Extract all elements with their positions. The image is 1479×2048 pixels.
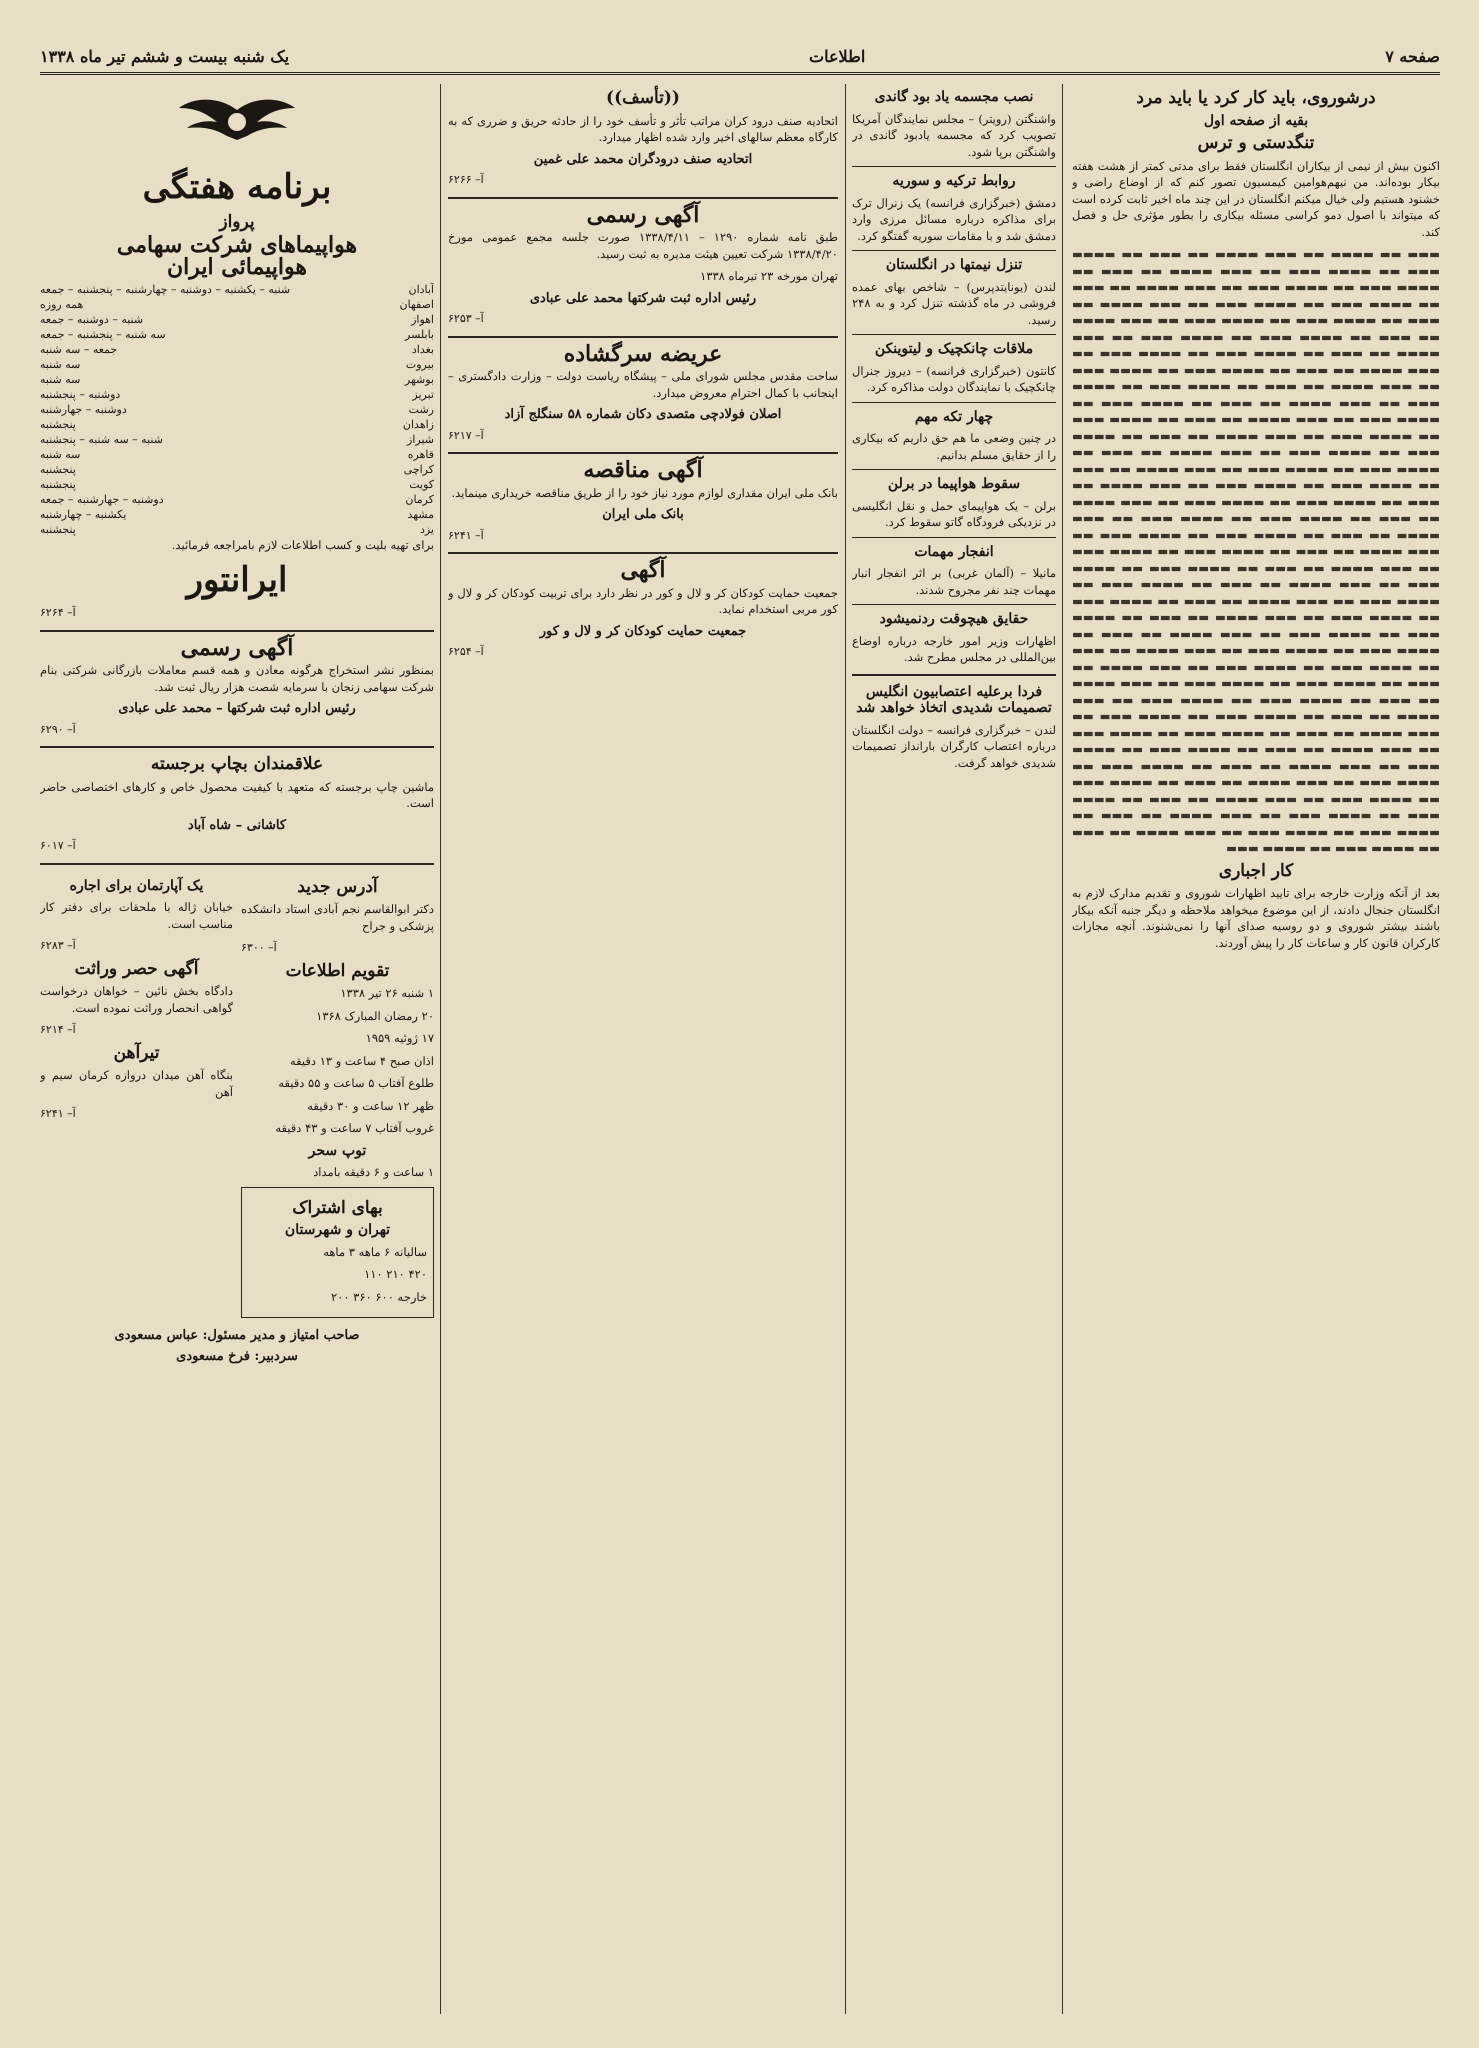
news-body: لندن (یونایتدپرس) – شاخص بهای عمده فروشی در ماه گذشته تنزل کرد و به ۲۴۸ رسید.	[852, 279, 1056, 327]
notice-date: تهران مورخه ۲۳ تیرماه ۱۳۳۸	[700, 269, 838, 283]
subscription-row: سالیانه ۶ ماهه ۳ ماهه	[323, 1244, 427, 1259]
divider	[448, 336, 838, 338]
article-subtitle: بقیه از صفحه اول	[1203, 112, 1309, 129]
schedule-row	[40, 312, 434, 327]
ad-reference: آ– ۶۲۵۴	[448, 645, 484, 658]
article-column-2	[852, 84, 1056, 2014]
schedule-row	[40, 372, 434, 387]
schedule-city: تبریز	[412, 387, 434, 401]
subscription-region: تهران و شهرستان	[284, 1222, 391, 1238]
calendar-line: ۲۰ رمضان المبارک ۱۳۶۸	[316, 1008, 434, 1023]
schedule-row	[40, 492, 434, 507]
schedule-city: بوشهر	[404, 372, 434, 386]
notice-body: اتحادیه صنف درود کران مراتب تأثر و تأسف خود را از حادثه حریق و ضرری که به کارگاه معظم سالهای اخیر وارد شده اظهار میدارد.	[448, 113, 838, 144]
schedule-city: بیروت	[405, 357, 434, 371]
schedule-city: مشهد	[407, 507, 434, 521]
notice-heading: عریضه سرگشاده	[563, 340, 723, 367]
schedule-row	[40, 297, 434, 312]
ad-block	[241, 873, 434, 1325]
schedule-days: پنجشنبه	[40, 477, 76, 491]
schedule-note: برای تهیه بلیت و کسب اطلاعات لازم بامراجعه فرمائید.	[171, 537, 434, 552]
news-body: در چنین وضعی ما هم حق داریم که بیکاری را از حقایق مسلم بدانیم.	[852, 431, 1056, 462]
divider	[852, 250, 1056, 251]
ad-address: کاشانی – شاه آباد	[187, 817, 287, 833]
schedule-city: کرمان	[405, 492, 434, 506]
column-rule	[845, 84, 846, 2014]
schedule-days: سه شنبه	[40, 357, 81, 371]
schedule-row	[40, 282, 434, 297]
ad-reference: آ– ۶۲۶۴	[40, 606, 76, 619]
schedule-city: کویت	[409, 477, 434, 491]
schedule-row	[40, 417, 434, 432]
schedule-days: سه شنبه – پنجشنبه – جمعه	[40, 327, 166, 341]
notice-signature: اتحادیه صنف درودگران محمد علی غمین	[533, 151, 753, 167]
news-body: واشنگتن (رویتر) – مجلس نمایندگان آمریکا تصویب کرد که مجسمه یادبود گاندی در واشنگتن برپا شود.	[852, 111, 1056, 159]
schedule-title: برنامه هفتگی	[142, 167, 332, 207]
paper-name: اطلاعات	[809, 46, 866, 66]
ad-reference: آ– ۶۲۴۱	[448, 528, 484, 542]
schedule-days: پنجشنبه	[40, 522, 76, 536]
schedule-row	[40, 477, 434, 492]
divider	[852, 469, 1056, 470]
divider	[852, 674, 1056, 676]
article-body: بعد از آنکه وزارت خارجه برای تایید اظهارات شوروی و تقدیم مدارک لازم به انگلستان جنجال دادند، از این موضوع میخواهد ملاحظه و دیگر جنبه آنکه بیکار باشند بیشتر شوروی و دو روسیه صدای آنها را نمی‌شنوند. آنچه مجازات کارکران قانون کار و ساعات کار را پیش آوردند.	[1072, 886, 1440, 950]
ad-heading: آدرس جدید	[297, 876, 378, 897]
schedule-row	[40, 387, 434, 402]
notice-heading: آگهی	[620, 557, 666, 583]
column-rule	[1062, 84, 1063, 2014]
airline-name: هواپیمائی ایران	[166, 254, 308, 280]
schedule-row	[40, 357, 434, 372]
schedule-row	[40, 327, 434, 342]
divider	[448, 452, 838, 454]
notice-signature: رئیس اداره ثبت شرکتها محمد علی عبادی	[529, 290, 757, 306]
schedule-days: شنبه – یکشنبه – دوشنبه – چهارشنبه – پنجشنبه – جمعه	[40, 282, 291, 296]
ad-block	[40, 873, 233, 1325]
page-header	[40, 40, 1440, 75]
calendar-heading: تقویم اطلاعات	[285, 960, 390, 981]
calendar-line: اذان صبح ۴ ساعت و ۱۳ دقیقه	[289, 1053, 434, 1068]
schedule-row	[40, 462, 434, 477]
subscription-row: خارجه ۶۰۰ ۳۶۰ ۲۰۰	[330, 1289, 427, 1304]
notice-signature: بانک ملی ایران	[602, 507, 684, 522]
ad-heading: علاقمندان بچاپ برجسته	[150, 754, 324, 774]
flight-schedule	[40, 282, 434, 537]
article-column-1	[1072, 84, 1440, 2014]
notice-body: بانک ملی ایران مقداری لوازم مورد نیاز خود را از طریق مناقصه خریداری مینماید.	[451, 485, 838, 500]
subscription-heading: بهای اشتراک	[292, 1197, 383, 1218]
news-body: اظهارات وزیر امور خارجه درباره اوضاع بین‌المللی در مجلس مطرح شد.	[852, 633, 1056, 664]
schedule-days: شنبه – دوشنبه – جمعه	[40, 312, 144, 326]
calendar-list	[241, 985, 434, 1137]
news-heading: تنزل نیمتها در انگلستان	[885, 257, 1023, 273]
notice-heading: آگهی رسمی	[586, 201, 700, 228]
calendar-line: ظهر ۱۲ ساعت و ۳۰ دقیقه	[307, 1098, 434, 1113]
schedule-row	[40, 507, 434, 522]
calendar-line: غروب آفتاب ۷ ساعت و ۴۳ دقیقه	[275, 1121, 434, 1135]
divider	[448, 197, 838, 199]
schedule-days: جمعه – سه شنبه	[40, 342, 118, 356]
ad-reference: آ– ۶۲۵۳	[448, 312, 484, 325]
ad-heading: توپ سحر	[308, 1142, 367, 1159]
notice-signature: جمعیت حمایت کودکان کر و لال و کور	[539, 623, 747, 639]
ad-reference: آ– ۶۲۱۷	[448, 428, 484, 442]
divider	[852, 166, 1056, 167]
schedule-city: یزد	[419, 522, 434, 536]
editor-line: سردبیر: فرخ مسعودی	[176, 1348, 298, 1364]
notice-signature: رئیس اداره ثبت شرکتها – محمد علی عبادی	[118, 701, 356, 716]
schedule-city: قاهره	[407, 447, 434, 461]
publisher-line: صاحب امتیاز و مدیر مسئول: عباس مسعودی	[114, 1328, 360, 1343]
news-heading: حقایق هیچوقت ردنمیشود	[879, 611, 1029, 627]
schedule-days: شنبه – سه شنبه – پنجشنبه	[40, 432, 163, 446]
airline-name: هواپیماهای شرکت سهامی	[116, 231, 358, 258]
article-body: اکنون بیش از نیمی از بیکاران انگلستان فقط برای مدتی کمتر از هشت هفته بیکار بوده‌اند. من نیهم‌هوامین کیمسیون تصور کنم که از اوضاع راضی و خشنود هستیم ولی خیال میکنم انگلستان در این چند ماه اخیر ثابت کرده است که میتواند با اصول دمو کراسی مسئله بیکاری را بطور مؤثری حل و فصل کند.	[1072, 158, 1440, 239]
ad-reference: آ– ۶۲۹۰	[40, 722, 76, 736]
notice-signature: اصلان فولادچی متصدی دکان شماره ۵۸ سنگلج آزاد	[504, 407, 782, 422]
schedule-city: اصفهان	[399, 297, 434, 311]
divider	[40, 863, 434, 865]
schedule-days: دوشنبه – جهارشنبه – جمعه	[40, 492, 164, 506]
ad-reference: آ– ۶۲۶۶	[448, 173, 484, 186]
ad-reference: آ– ۶۲۴۱	[40, 1107, 76, 1120]
page-number: صفحه ۷	[1385, 46, 1440, 66]
news-heading: فردا برعلیه اعتصابیون انگلیس تصمیمات شدیدی اتخاذ خواهد شد	[856, 683, 1052, 716]
notice-body: جمعیت حمایت کودکان کر و لال و کور در نظر دارد برای تربیت کودکان کر و لال و کور مربی استخدام نماید.	[448, 585, 838, 616]
notice-heading: آگهی رسمی	[180, 634, 294, 661]
schedule-city: اهواز	[411, 312, 434, 326]
ad-heading: آگهی حصر وراثت	[74, 958, 199, 979]
schedule-city: زاهدان	[402, 417, 434, 431]
column-rule	[440, 84, 441, 2014]
ad-body: بنگاه آهن میدان دروازه کرمان سیم و آهن	[40, 1068, 233, 1099]
news-heading: چهار تکه مهم	[914, 408, 994, 425]
news-heading: نصب مجسمه یاد بود گاندی	[874, 89, 1034, 105]
article-text-block: ▬▬▬ ▬▬ ▬▬▬▬ ▬▬ ▬▬▬ ▬▬▬▬ ▬▬ ▬▬▬ ▬▬ ▬▬▬▬ ▬▬▬ ▬▬ ▬▬▬▬ ▬▬▬ ▬▬ ▬▬▬ ▬▬▬▬ ▬▬ ▬▬▬ ▬▬ ▬▬▬▬ ▬▬▬ ▬▬ ▬▬▬▬ ▬▬▬ ▬▬ ▬▬▬ ▬▬▬▬ ▬▬ ▬▬▬ ▬▬ ▬▬▬▬ ▬▬▬ ▬▬ ▬▬▬▬ ▬▬▬ ▬▬ ▬▬▬ ▬▬▬▬ ▬▬ ▬▬▬ ▬▬ ▬▬▬▬ ▬▬▬ ▬▬ ▬▬▬▬ ▬▬▬ ▬▬ ▬▬▬ ▬▬▬▬ ▬▬ ▬▬▬ ▬▬ ▬▬▬▬ ▬▬▬ ▬▬ ▬▬▬▬ ▬▬▬ ▬▬ ▬▬▬ ▬▬▬▬ ▬▬ ▬▬▬ ▬▬ ▬▬▬▬ ▬▬▬ ▬▬ ▬▬▬▬ ▬▬▬ ▬▬ ▬▬▬ ▬▬▬▬ ▬▬ ▬▬▬ ▬▬ ▬▬▬▬ ▬▬▬ ▬▬ ▬▬▬▬ ▬▬▬ ▬▬ ▬▬▬ ▬▬▬▬ ▬▬ ▬▬▬ ▬▬ ▬▬▬▬ ▬▬▬ ▬▬ ▬▬▬▬ ▬▬▬ ▬▬ ▬▬▬ ▬▬▬▬ ▬▬ ▬▬▬ ▬▬ ▬▬▬▬ ▬▬▬ ▬▬ ▬▬▬▬ ▬▬▬ ▬▬ ▬▬▬ ▬▬▬▬ ▬▬ ▬▬▬ ▬▬ ▬▬▬▬ ▬▬▬ ▬▬ ▬▬▬▬ ▬▬▬ ▬▬ ▬▬▬ ▬▬▬▬ ▬▬ ▬▬▬ ▬▬ ▬▬▬▬ ▬▬▬ ▬▬ ▬▬▬▬ ▬▬▬ ▬▬ ▬▬▬ ▬▬▬▬ ▬▬ ▬▬▬ ▬▬ ▬▬▬▬ ▬▬▬ ▬▬ ▬▬▬▬ ▬▬▬ ▬▬ ▬▬▬ ▬▬▬▬ ▬▬ ▬▬▬ ▬▬ ▬▬▬▬ ▬▬▬ ▬▬ ▬▬▬▬ ▬▬▬ ▬▬ ▬▬▬ ▬▬▬▬ ▬▬ ▬▬▬ ▬▬ ▬▬▬▬ ▬▬▬ ▬▬ ▬▬▬▬ ▬▬▬ ▬▬ ▬▬▬ ▬▬▬▬ ▬▬ ▬▬▬ ▬▬ ▬▬▬▬ ▬▬▬ ▬▬ ▬▬▬▬ ▬▬▬ ▬▬ ▬▬▬ ▬▬▬▬ ▬▬ ▬▬▬ ▬▬ ▬▬▬▬ ▬▬▬ ▬▬ ▬▬▬▬ ▬▬▬ ▬▬ ▬▬▬ ▬▬▬▬ ▬▬ ▬▬▬ ▬▬ ▬▬▬▬ ▬▬▬ ▬▬ ▬▬▬▬ ▬▬▬ ▬▬ ▬▬▬ ▬▬▬▬ ▬▬ ▬▬▬ ▬▬ ▬▬▬▬ ▬▬▬ ▬▬ ▬▬▬▬ ▬▬▬ ▬▬ ▬▬▬ ▬▬▬▬ ▬▬ ▬▬▬ ▬▬ ▬▬▬▬ ▬▬▬ ▬▬ ▬▬▬▬ ▬▬▬ ▬▬ ▬▬▬ ▬▬▬▬ ▬▬ ▬▬▬ ▬▬ ▬▬▬▬ ▬▬▬ ▬▬ ▬▬▬▬ ▬▬▬ ▬▬ ▬▬▬ ▬▬▬▬ ▬▬ ▬▬▬ ▬▬ ▬▬▬▬ ▬▬▬ ▬▬ ▬▬▬▬ ▬▬▬ ▬▬ ▬▬▬ ▬▬▬▬ ▬▬ ▬▬▬ ▬▬ ▬▬▬▬ ▬▬▬ ▬▬ ▬▬▬▬ ▬▬▬ ▬▬ ▬▬▬ ▬▬▬▬ ▬▬ ▬▬▬ ▬▬ ▬▬▬▬ ▬▬▬ ▬▬ ▬▬▬▬ ▬▬▬ ▬▬ ▬▬▬ ▬▬▬▬ ▬▬ ▬▬▬ ▬▬ ▬▬▬▬ ▬▬▬ ▬▬ ▬▬▬▬ ▬▬▬ ▬▬ ▬▬▬ ▬▬▬▬ ▬▬ ▬▬▬ ▬▬ ▬▬▬▬ ▬▬▬ ▬▬ ▬▬▬▬ ▬▬▬ ▬▬ ▬▬▬ ▬▬▬▬ ▬▬ ▬▬▬ ▬▬ ▬▬▬▬ ▬▬▬ ▬▬ ▬▬▬▬ ▬▬▬ ▬▬ ▬▬▬ ▬▬▬▬ ▬▬ ▬▬▬ ▬▬ ▬▬▬▬ ▬▬▬ ▬▬ ▬▬▬▬ ▬▬▬ ▬▬ ▬▬▬ ▬▬▬▬ ▬▬ ▬▬▬ ▬▬ ▬▬▬▬ ▬▬▬ ▬▬ ▬▬▬▬ ▬▬▬ ▬▬ ▬▬▬ ▬▬▬▬ ▬▬ ▬▬▬ ▬▬ ▬▬▬▬ ▬▬▬ ▬▬ ▬▬▬▬ ▬▬▬ ▬▬ ▬▬▬ ▬▬▬▬ ▬▬ ▬▬▬ ▬▬ ▬▬▬▬ ▬▬▬ ▬▬ ▬▬▬▬ ▬▬▬ ▬▬ ▬▬▬ ▬▬▬▬ ▬▬ ▬▬▬ ▬▬ ▬▬▬▬ ▬▬▬ ▬▬ ▬▬▬▬ ▬▬▬ ▬▬ ▬▬▬ ▬▬▬▬ ▬▬ ▬▬▬ ▬▬ ▬▬▬▬ ▬▬▬ ▬▬ ▬▬▬▬ ▬▬▬ ▬▬ ▬▬▬ ▬▬▬▬ ▬▬ ▬▬▬ ▬▬ ▬▬▬▬ ▬▬▬ ▬▬ ▬▬▬▬ ▬▬▬	[1072, 247, 1440, 855]
schedule-days: پنجشنبه	[40, 462, 76, 476]
schedule-city: آبادان	[408, 282, 434, 296]
schedule-city: کراچی	[403, 462, 434, 476]
article-title: درشوروی، باید کار کرد یا باید مرد	[1136, 88, 1376, 108]
airline-wings-logo-icon	[177, 90, 297, 160]
schedule-days: سه شنبه	[40, 372, 81, 386]
agency-brand: ایرانتور	[186, 560, 288, 600]
ad-body: ماشین چاپ برجسته که متعهد با کیفیت محصول خاص و کارهای اختصاصی حاضر است.	[40, 779, 434, 810]
divider	[852, 604, 1056, 605]
section-heading: کار اجباری	[1218, 860, 1294, 881]
news-heading: انفجار مهمات	[914, 543, 994, 560]
schedule-row	[40, 447, 434, 462]
notice-body: طبق نامه شماره ۱۲۹۰ – ۱۳۳۸/۴/۱۱ صورت جلسه مجمع عمومی مورخ ۱۳۳۸/۴/۲۰ شرکت تعیین هیئت مدیره به ثبت رسید.	[448, 230, 838, 261]
calendar-line: ۱ شنبه ۲۶ تیر ۱۳۳۸	[340, 986, 434, 1000]
ads-column-4	[40, 84, 434, 2014]
notice-body: ساحت مقدس مجلس شورای ملی – پیشگاه ریاست دولت – وزارت دادگستری – اینجانب با کمال احترام معروض میدارد.	[448, 369, 838, 400]
ad-body: دادگاه بخش نائین – خواهان درخواست گواهی انحصار وراثت نموده است.	[40, 984, 233, 1015]
ad-body: ۱ ساعت و ۶ دقیقه بامداد	[313, 1165, 434, 1179]
schedule-city: رشت	[408, 402, 434, 416]
ad-body: دکتر ابوالقاسم نجم آبادی استاد دانشکده پزشکی و جراح	[241, 902, 434, 933]
schedule-days: یکشنبه – چهارشنبه	[40, 507, 127, 521]
ad-reference: آ– ۶۲۸۳	[40, 939, 76, 952]
schedule-days: دوشنبه – جهارشنبه	[40, 402, 127, 416]
schedule-days: همه روزه	[40, 297, 84, 311]
schedule-subtitle: پرواز	[219, 212, 255, 232]
ad-reference: آ– ۶۲۱۴	[40, 1023, 76, 1036]
news-body: برلن – یک هواپیمای حمل و نقل انگلیسی در نزدیکی فرودگاه گاتو سقوط کرد.	[852, 498, 1056, 529]
news-body: لندن – خبرگزاری فرانسه – دولت انگلستان درباره اعتصاب کارگران بارانداز تصمیمات شدیدی خواهد گرفت.	[852, 722, 1056, 770]
ad-heading: یک آپارتمان برای اجاره	[69, 877, 204, 894]
calendar-line: ۱۷ ژوئیه ۱۹۵۹	[365, 1031, 434, 1045]
issue-date: یک شنبه بیست و ششم تیر ماه ۱۳۳۸	[40, 46, 290, 66]
schedule-row	[40, 522, 434, 537]
small-ads-row	[40, 873, 434, 1325]
subscription-box	[241, 1187, 434, 1319]
subscription-row: ۴۲۰ ۲۱۰ ۱۱۰	[364, 1267, 427, 1281]
news-heading: روابط ترکیه و سوریه	[892, 173, 1016, 189]
schedule-row	[40, 402, 434, 417]
ads-column-3	[448, 84, 838, 2014]
ad-heading: تیرآهن	[113, 1042, 160, 1063]
news-heading: سقوط هواپیما در برلن	[887, 476, 1021, 492]
notice-heading: ((تأسف))	[606, 88, 680, 108]
schedule-days: دوشنبه – پنجشنبه	[40, 387, 121, 401]
divider	[852, 402, 1056, 403]
notice-body: بمنظور نشر استخراج هرگونه معادن و همه قسم معاملات بازرگانی شرکتی بنام شرکت سهامی زنجان با سرمایه شصت هزار ریال ثبت شد.	[40, 663, 434, 694]
news-body: کانتون (خبرگزاری فرانسه) – دیروز جنرال چانکچیک با نمایندگان دولت مذاکره کرد.	[852, 363, 1056, 394]
news-body: دمشق (خبرگزاری فرانسه) یک زنرال ترک برای مذاکره درباره مسائل مرزی وارد دمشق شد و با مقامات سوریه گفتگو کرد.	[852, 195, 1056, 243]
divider	[448, 552, 838, 554]
schedule-city: بغداد	[411, 342, 434, 356]
schedule-days: پنجشنبه	[40, 417, 76, 431]
ad-body: خیابان ژاله با ملحقات برای دفتر کار مناسب است.	[40, 900, 233, 931]
schedule-city: بابلسر	[405, 327, 434, 341]
schedule-days: سه شنبه	[40, 447, 81, 461]
schedule-row	[40, 432, 434, 447]
divider	[852, 537, 1056, 538]
ad-reference: آ– ۶۰۱۷	[40, 839, 76, 852]
news-body: مانیلا – (آلمان غربی) بر اثر انفجار انبار مهمات چند نفر مجروح شدند.	[852, 566, 1056, 597]
section-heading: تنگدستی و ترس	[1197, 133, 1315, 153]
divider	[40, 746, 434, 748]
divider	[40, 630, 434, 632]
calendar-line: طلوع آفتاب ۵ ساعت و ۵۵ دقیقه	[278, 1076, 434, 1090]
ad-reference: آ– ۶۳۰۰	[241, 941, 277, 954]
schedule-row	[40, 342, 434, 357]
notice-heading: آگهی مناقصه	[583, 457, 703, 483]
divider	[852, 334, 1056, 335]
schedule-city: شیراز	[407, 432, 434, 446]
news-heading: ملاقات چانکچیک و لیتوینکن	[874, 341, 1034, 357]
